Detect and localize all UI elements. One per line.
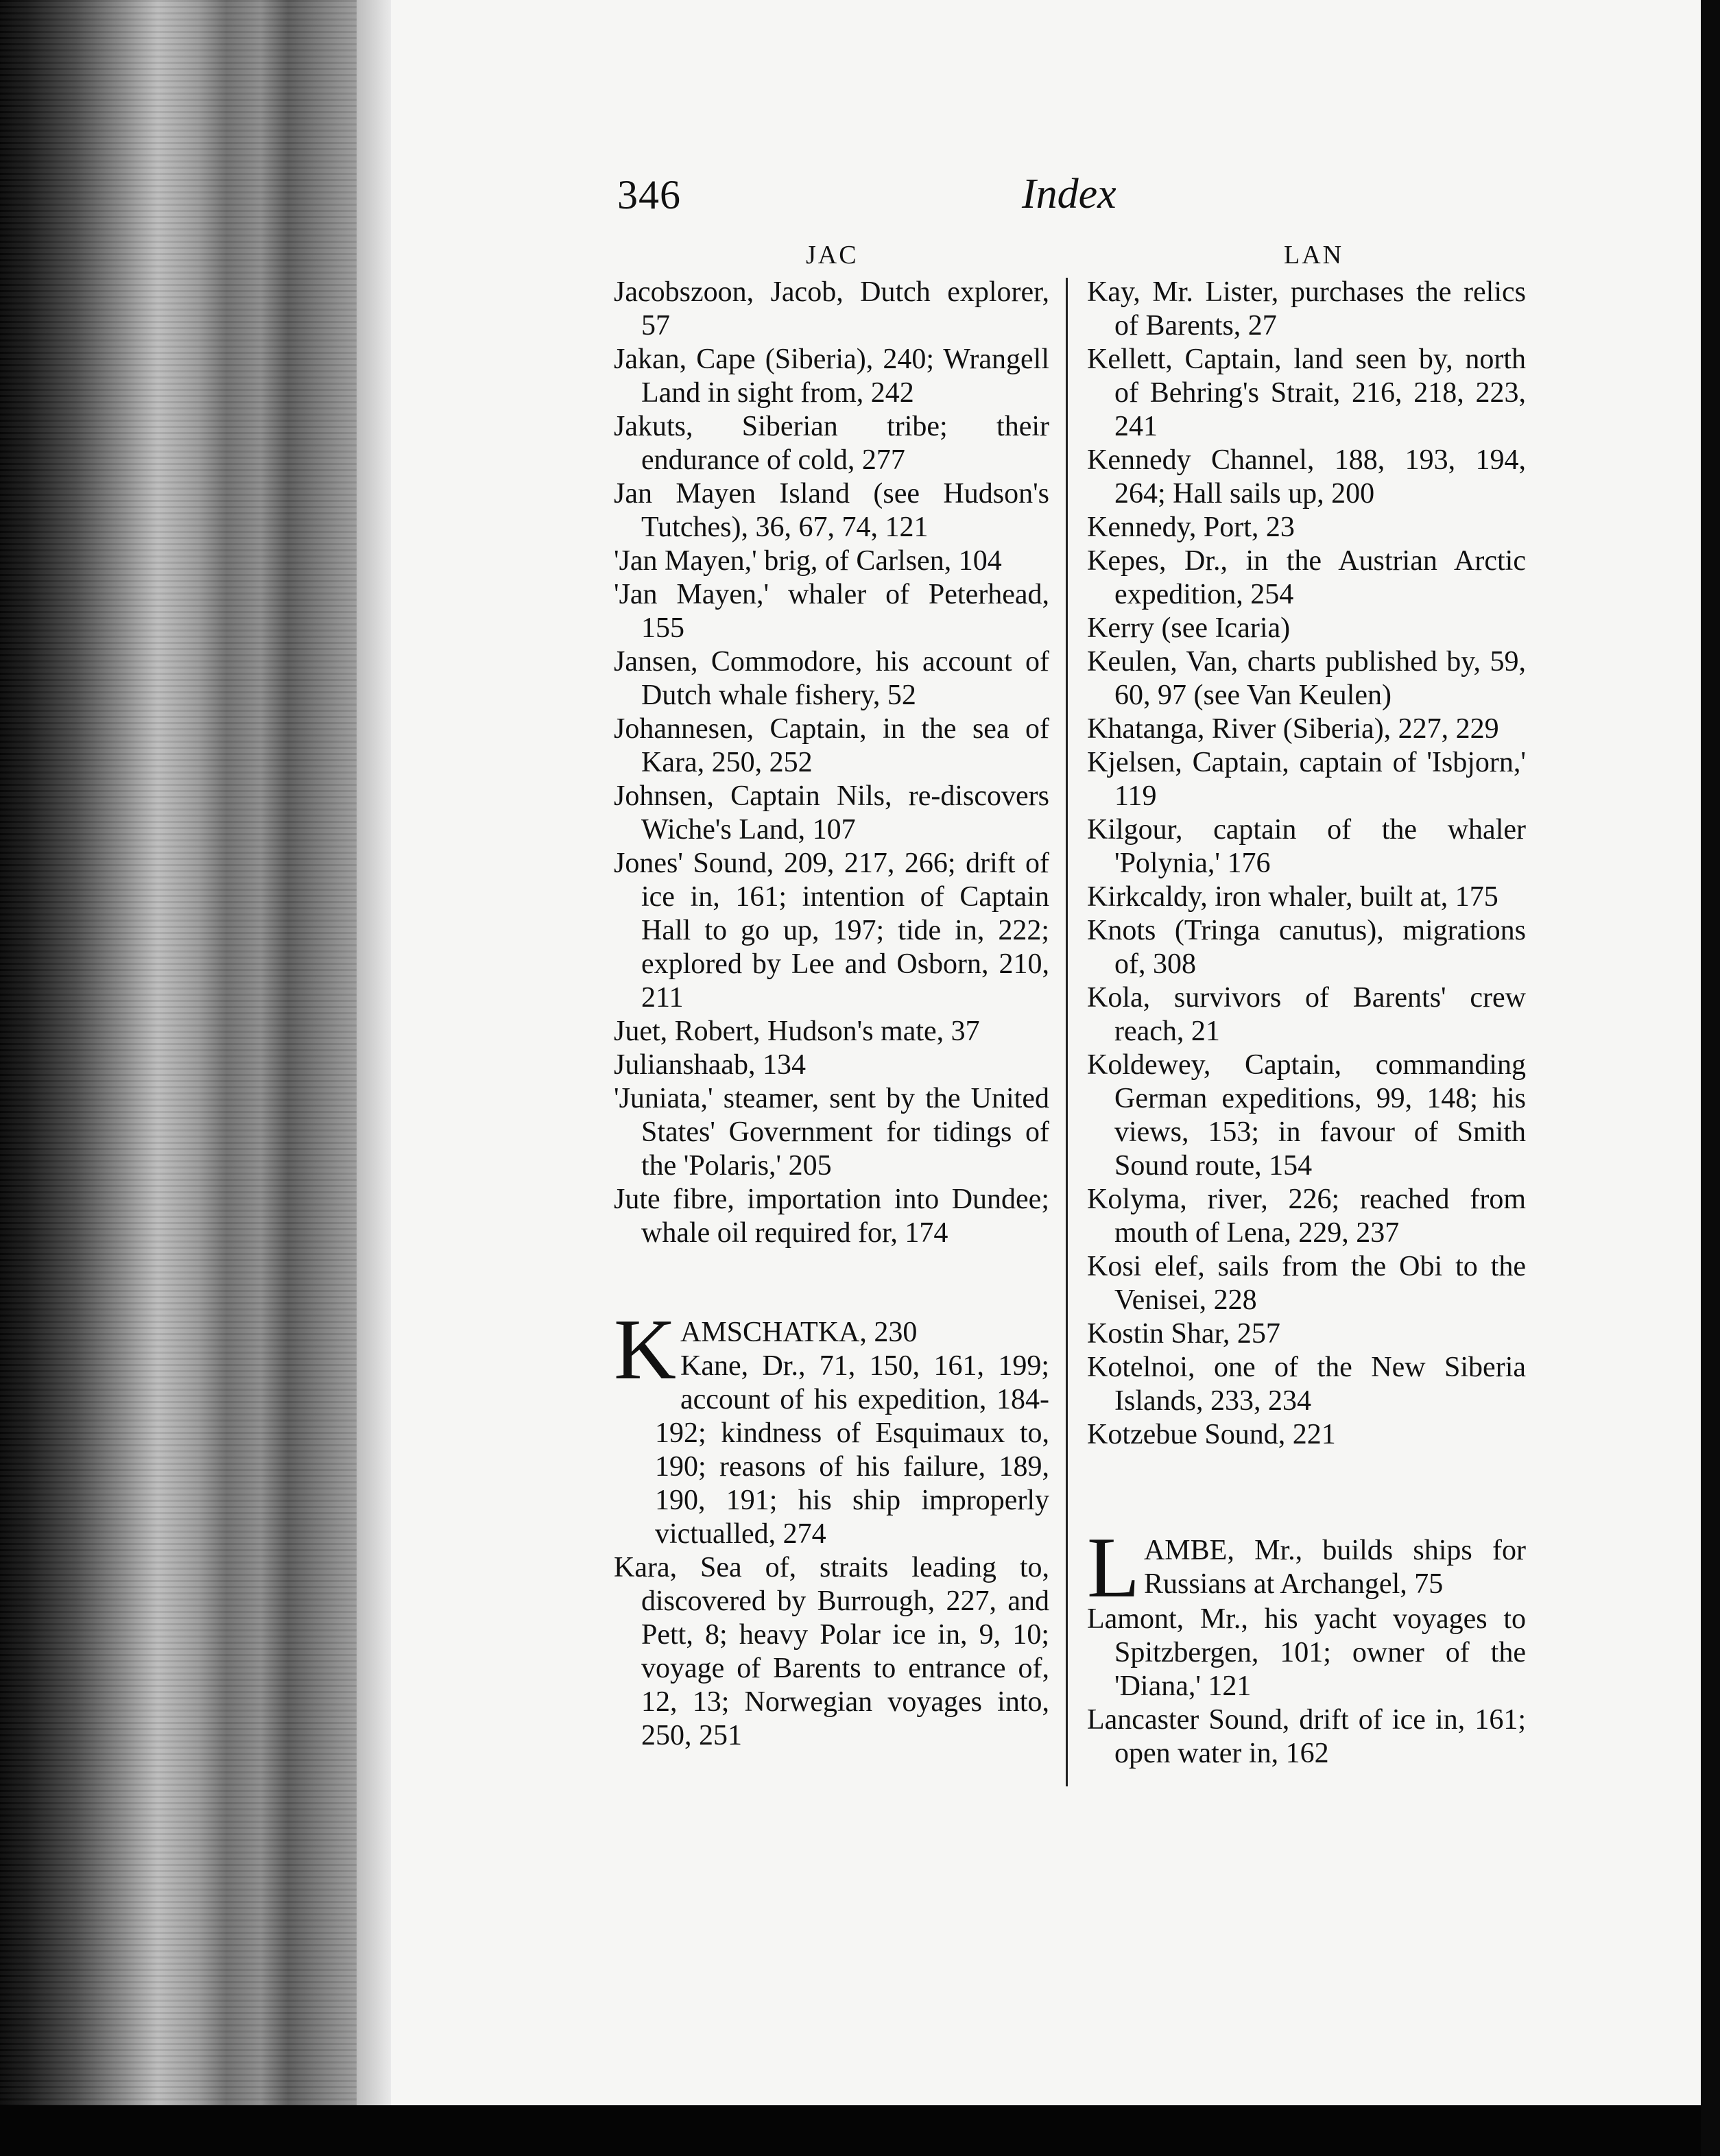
index-entry: Lamont, Mr., his yacht voyages to Spitzbergen, 101; owner of the 'Diana,' 121 [1087,1603,1526,1702]
index-entry: Kellett, Captain, land seen by, north of Behring's Strait, 216, 218, 223, 241 [1087,344,1526,442]
index-entry: Kolyma, river, 226; reached from mouth of Lena, 229, 237 [1087,1184,1526,1249]
left-column [614,276,1049,1753]
index-entry: Kola, survivors of Barents' crew reach, 21 [1087,982,1526,1047]
index-entry: Johannesen, Captain, in the sea of Kara, 250, 252 [614,713,1049,778]
index-entry: 'Jan Mayen,' whaler of Peterhead, 155 [614,579,1049,644]
scan-border-bottom [0,2105,1720,2156]
index-entry: Jakuts, Siberian tribe; their endurance of cold, 277 [614,411,1049,476]
index-entry: Kepes, Dr., in the Austrian Arctic expedition, 254 [1087,545,1526,610]
index-entry: Jakan, Cape (Siberia), 240; Wrangell Land in sight from, 242 [614,344,1049,409]
k-section-body: Kane, Dr., 71, 150, 161, 199; account of his expedition, 184-192; kindness of Esquimaux to, 190; reasons of his failure, 189, 190, 191; his ship improperly victualled, 274 [655,1350,1049,1550]
index-entry: Kennedy Channel, 188, 193, 194, 264; Hall sails up, 200 [1087,444,1526,510]
index-entry: Jansen, Commodore, his account of Dutch whale fishery, 52 [614,646,1049,711]
dropcap-k: K [614,1302,676,1398]
index-entry: Kostin Shar, 257 [1087,1318,1280,1350]
index-entry: Kosi elef, sails from the Obi to the Venisei, 228 [1087,1251,1526,1316]
index-entry: Kerry (see Icaria) [1087,612,1291,644]
index-entry: Koldewey, Captain, commanding German expeditions, 99, 148; his views, 153; in favour of Smith Sound route, 154 [1087,1049,1526,1182]
index-entry: Kay, Mr. Lister, purchases the relics of Barents, 27 [1087,276,1526,342]
index-entry: Kennedy, Port, 23 [1087,512,1295,543]
index-entry: Juet, Robert, Hudson's mate, 37 [614,1016,980,1047]
index-entry: Julianshaab, 134 [614,1049,806,1081]
index-entry: Khatanga, River (Siberia), 227, 229 [1087,713,1499,745]
column-divider [1066,278,1068,1786]
index-entry: Kara, Sea of, straits leading to, discovered by Burrough, 227, and Pett, 8; heavy Polar ice in, 9, 10; voyage of Barents to entrance of, 12, 13; Norwegian voyages into, 250, 251 [614,1552,1049,1751]
index-entry: Jan Mayen Island (see Hudson's Tutches), 36, 67, 74, 121 [614,478,1049,543]
gutter-texture [0,0,384,2156]
scan-border-right [1701,0,1720,2156]
running-title: Index [1022,171,1116,217]
left-column-head: JAC [806,241,859,270]
right-column-head: LAN [1284,241,1344,270]
index-entry: Johnsen, Captain Nils, re-discovers Wiche's Land, 107 [614,780,1049,846]
page-number: 346 [617,172,681,217]
section-gap [1087,1452,1526,1534]
index-entry: Jacobszoon, Jacob, Dutch explorer, 57 [614,276,1049,342]
k-section [614,1302,1049,1551]
index-entry: 'Jan Mayen,' brig, of Carlsen, 104 [614,545,1002,577]
index-entry: Kotelnoi, one of the New Siberia Islands, 233, 234 [1087,1352,1526,1417]
index-entry: Jute fibre, importation into Dundee; whale oil required for, 174 [614,1184,1049,1249]
l-section-head: AMBE, Mr., builds ships for Russians at Archangel, 75 [1143,1535,1526,1600]
index-entry: Kirkcaldy, iron whaler, built at, 175 [1087,881,1498,913]
right-column [1087,276,1526,1771]
index-entry: Kjelsen, Captain, captain of 'Isbjorn,' 119 [1087,747,1526,812]
index-entry: Keulen, Van, charts published by, 59, 60, 97 (see Van Keulen) [1087,646,1526,711]
section-gap [614,1250,1049,1316]
index-entry: Lancaster Sound, drift of ice in, 161; open water in, 162 [1087,1704,1526,1769]
index-entry: 'Juniata,' steamer, sent by the United States' Government for tidings of the 'Polaris,' 205 [614,1083,1049,1182]
index-entry: Kilgour, captain of the whaler 'Polynia,' 176 [1087,814,1526,879]
l-section [1087,1520,1526,1616]
index-entry: Jones' Sound, 209, 217, 266; drift of ice in, 161; intention of Captain Hall to go up, 197; tide in, 222; explored by Lee and Osborn, 210, 211 [614,848,1049,1014]
index-entry: Knots (Tringa canutus), migrations of, 308 [1087,915,1526,980]
dropcap-l: L [1087,1520,1140,1616]
k-section-head: AMSCHATKA, 230 [680,1317,918,1348]
index-entry: Kotzebue Sound, 221 [1087,1419,1336,1450]
